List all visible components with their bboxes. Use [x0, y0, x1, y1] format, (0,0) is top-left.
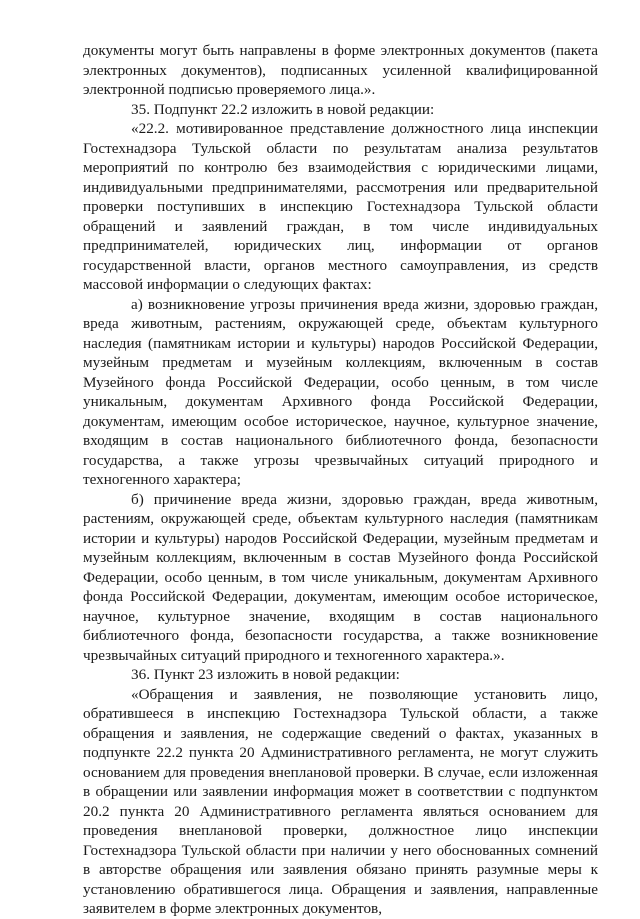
paragraph-item-35: 35. Подпункт 22.2 изложить в новой редакции: — [131, 100, 435, 118]
paragraph-item-b: б) причинение вреда жизни, здоровью граждан, вреда животным, растениям, окружающей среде, объектам культурного наследия (памятникам истории и культуры) народов Российской Федерации, музейным предметам и музейным коллекциям, включенным в состав Музейного фонда Российской Федерации, особо ценным, в том числе уникальным, документам Архивного фонда Российской Федерации, документам, имеющим особое историческое, научное, культурное значение, входящим в состав национального библиотечного фонда, безопасности государства, а также возникновение чрезвычайных ситуаций природного и техногенного характера.». — [83, 490, 598, 664]
paragraph-continuation: документы могут быть направлены в форме электронных документов (пакета электронных документов), подписанных усиленной квалифицированной электронной подписью проверяемого лица.». — [83, 42, 598, 98]
paragraph-item-23: «Обращения и заявления, не позволяющие установить лицо, обратившееся в инспекцию Гостехнадзора Тульской области, а также обращения и заявления, не содержащие сведений о фактах, указанных в подпункте 22.2 пункта 20 Административного регламента, не могут служить основанием для проведения внеплановой проверки. В случае, если изложенная в обращении или заявлении информация может в соответствии с подпунктом 20.2 пункта 20 Административного регламента являться основанием для проведения внеплановой проверки, должностное лицо инспекции Гостехнадзора Тульской области при наличии у него обоснованных сомнений в авторстве обращения или заявления обязано принять разумные меры к установлению обратившегося лица. Обращения и заявления, направленные заявителем в форме электронных документов, — [83, 685, 598, 917]
document-page — [83, 41, 598, 919]
paragraph-item-36: 36. Пункт 23 изложить в новой редакции: — [131, 666, 400, 683]
paragraph-22-2: «22.2. мотивированное представление должностного лица инспекции Гостехнадзора Тульской области по результатам анализа результатов мероприятий по контролю без взаимодействия с юридическими лицами, индивидуальными предпринимателями, рассмотрения или предварительной проверки поступивших в инспекцию Гостехнадзора Тульской области обращений и заявлений граждан, в том числе индивидуальных предпринимателей, юридических лиц, информации от органов государственной власти, органов местного самоуправления, из средств массовой информации о следующих фактах: — [83, 120, 598, 293]
paragraph-item-a: а) возникновение угрозы причинения вреда жизни, здоровью граждан, вреда животным, растениям, окружающей среде, объектам культурного наследия (памятникам истории и культуры) народов Российской Федерации, музейным предметам и музейным коллекциям, включенным в состав Музейного фонда Российской Федерации, особо ценным, в том числе уникальным, документам Архивного фонда Российской Федерации, документам, имеющим особое историческое, научное, культурное значение, входящим в состав национального библиотечного фонда, безопасности государства, а также угрозы чрезвычайных ситуаций природного и техногенного характера; — [83, 295, 598, 488]
